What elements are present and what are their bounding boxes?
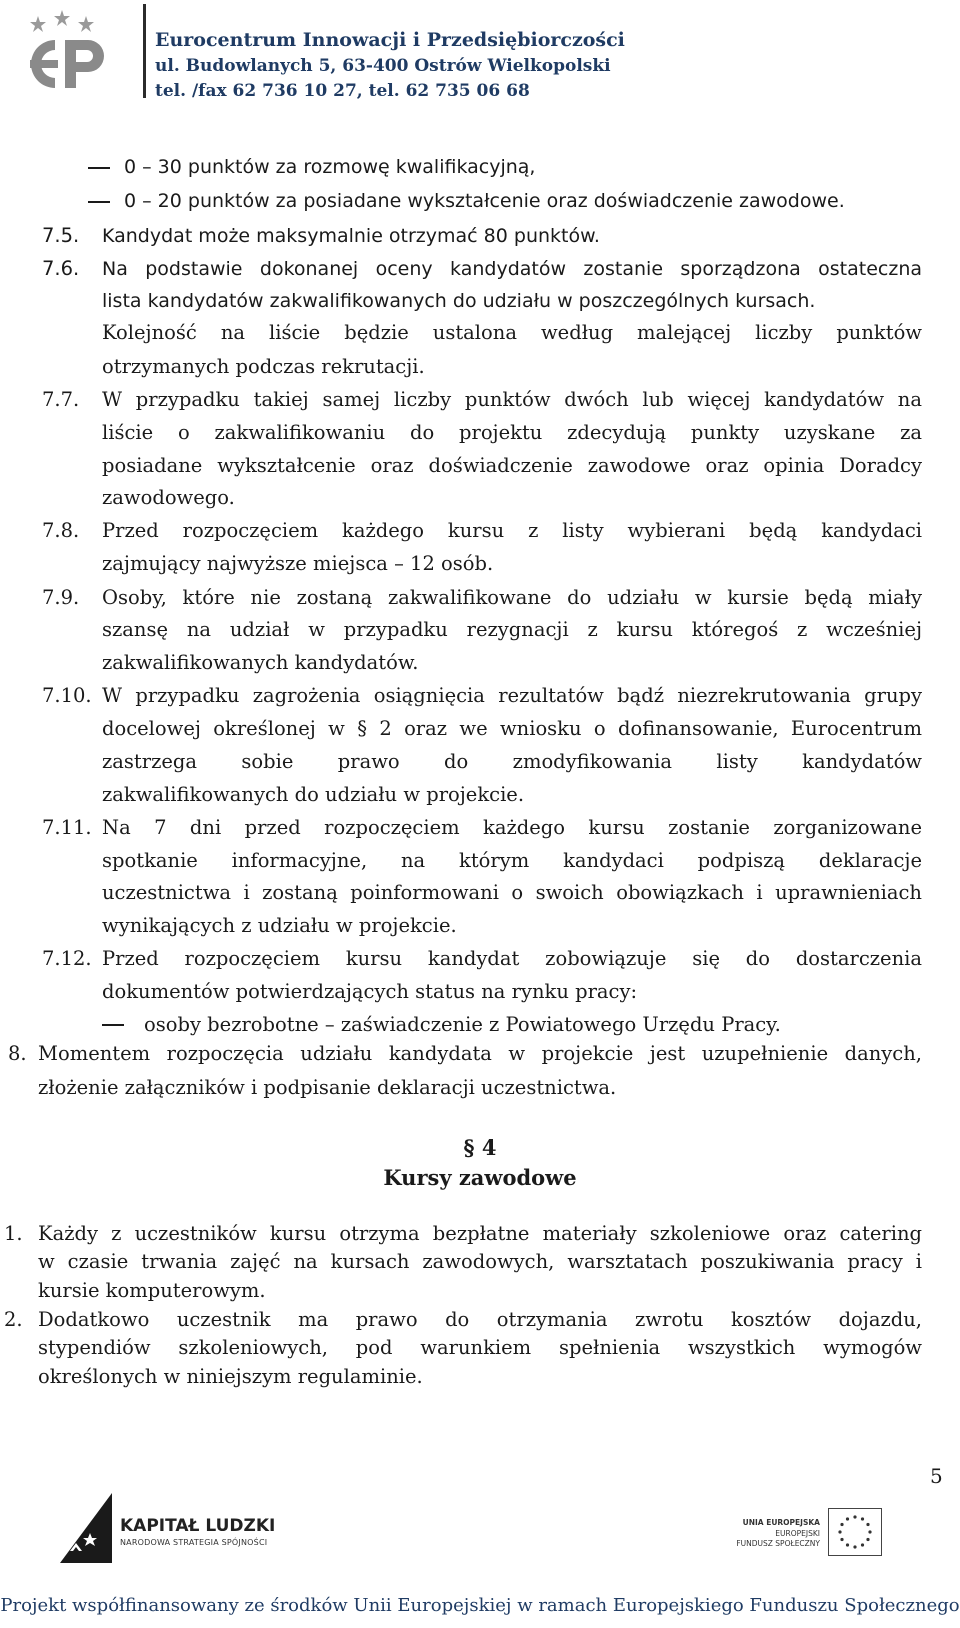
ue-label: EUROPEJSKI	[775, 1529, 820, 1538]
eu-star-icon	[861, 1543, 864, 1546]
eu-star-icon	[866, 1523, 869, 1526]
item-line: zajmujący najwyższe miejsca – 12 osób.	[102, 552, 494, 575]
item-line: określonych w niniejszym regulaminie.	[38, 1365, 423, 1388]
item-line: Dodatkowo uczestnik ma prawo do otrzymania zwrotu kosztów dojazdu,	[38, 1308, 922, 1331]
eu-star-icon	[861, 1517, 864, 1520]
item-line: dokumentów potwierdzających status na rynku pracy:	[102, 980, 638, 1003]
item-number: 2.	[4, 1308, 23, 1331]
item-line: Na 7 dni przed rozpoczęciem każdego kursu zostanie zorganizowane	[102, 816, 922, 839]
bullet-text: osoby bezrobotne – zaświadczenie z Powiatowego Urzędu Pracy.	[144, 1013, 781, 1036]
eu-star-icon	[840, 1523, 843, 1526]
item-line: spotkanie informacyjne, na którym kandydaci podpiszą deklaracje	[102, 849, 922, 872]
page-number: 5	[930, 1464, 943, 1488]
item-line: Osoby, które nie zostaną zakwalifikowane do udziału w kursie będą miały	[102, 586, 922, 609]
item-line: w czasie trwania zajęć na kursach zawodowych, warsztatach poszukiwania pracy i	[38, 1250, 922, 1273]
eu-flag-icon	[828, 1508, 882, 1556]
item-number: 7.8.	[42, 519, 80, 542]
item-number: 8.	[8, 1042, 27, 1065]
item-number: 7.7.	[42, 388, 80, 411]
item-line: wynikających z udziału w projekcie.	[102, 914, 457, 937]
item-line: posiadane wykształcenie oraz doświadczenie zawodowe oraz opinia Doradcy	[102, 454, 922, 477]
item-line: szansę na udział w przypadku rezygnacji z kursu któregoś z wcześniej	[102, 618, 922, 641]
section-symbol: § 4	[463, 1135, 497, 1160]
ue-label: FUNDUSZ SPOŁECZNY	[736, 1539, 820, 1548]
kapital-ludzki-subtitle: NARODOWA STRATEGIA SPÓJNOŚCI	[120, 1538, 268, 1547]
eu-star-icon	[846, 1543, 849, 1546]
header-address: ul. Budowlanych 5, 63-400 Ostrów Wielkopolski	[155, 56, 611, 76]
item-line: stypendiów szkoleniowych, pod warunkiem spełnienia wszystkich wymogów	[38, 1336, 922, 1359]
kapital-ludzki-logo-icon	[60, 1493, 112, 1563]
item-line: W przypadku takiej samej liczby punktów dwóch lub więcej kandydatów na	[102, 388, 922, 411]
item-line: Przed rozpoczęciem kursu kandydat zobowiązuje się do dostarczenia	[102, 947, 922, 970]
eurocentrum-logo	[10, 8, 120, 98]
bullet-dash	[88, 201, 110, 203]
item-number: 7.11.	[42, 816, 92, 839]
item-line: zastrzega sobie prawo do zmodyfikowania listy kandydatów	[102, 750, 922, 773]
item-line: uczestnictwa i zostaną poinformowani o swoich obowiązkach i uprawnieniach	[102, 881, 922, 904]
item-line: liście o zakwalifikowaniu do projektu zdecydują punkty uzyskane za	[102, 421, 922, 444]
item-line: zawodowego.	[102, 486, 235, 509]
item-line: Każdy z uczestników kursu otrzyma bezpłatne materiały szkoleniowe oraz catering	[38, 1222, 922, 1245]
eu-star-icon	[853, 1545, 856, 1548]
eu-star-icon	[840, 1538, 843, 1541]
eu-star-icon	[866, 1538, 869, 1541]
item-number: 7.9.	[42, 586, 80, 609]
eu-star-icon	[846, 1517, 849, 1520]
section-title: Kursy zawodowe	[383, 1165, 577, 1190]
bullet-text: 0 – 20 punktów za posiadane wykształcenie oraz doświadczenie zawodowe.	[124, 190, 845, 212]
kapital-ludzki-title: KAPITAŁ LUDZKI	[120, 1516, 276, 1536]
item-line: otrzymanych podczas rekrutacji.	[102, 355, 425, 378]
item-line: W przypadku zagrożenia osiągnięcia rezultatów bądź niezrekrutowania grupy	[102, 684, 922, 707]
ue-label: UNIA EUROPEJSKA	[742, 1518, 820, 1527]
item-number: 7.5.	[42, 224, 80, 247]
header-org: Eurocentrum Innowacji i Przedsiębiorczości	[155, 29, 625, 51]
item-line: złożenie załączników i podpisanie deklaracji uczestnictwa.	[38, 1076, 617, 1099]
item-line: kursie komputerowym.	[38, 1279, 266, 1302]
item-line: docelowej określonej w § 2 oraz we wniosku o dofinansowanie, Eurocentrum	[102, 717, 922, 740]
header-phone: tel. /fax 62 736 10 27, tel. 62 735 06 68	[155, 81, 530, 101]
eu-star-icon	[838, 1530, 841, 1533]
header-divider	[143, 4, 146, 98]
item-line: lista kandydatów zakwalifikowanych do udziału w poszczególnych kursach.	[102, 290, 816, 312]
item-number: 7.6.	[42, 257, 80, 280]
eu-star-icon	[868, 1530, 871, 1533]
eu-star-icon	[853, 1515, 856, 1518]
item-line: zakwalifikowanych do udziału w projekcie.	[102, 783, 525, 806]
bullet-text: 0 – 30 punktów za rozmowę kwalifikacyjną,	[124, 156, 536, 178]
item-number: 7.12.	[42, 947, 92, 970]
footer-text: Projekt współfinansowany ze środków Unii Europejskiej w ramach Europejskiego Funduszu Społecznego	[0, 1595, 960, 1616]
item-line: Kolejność na liście będzie ustalona według malejącej liczby punktów	[102, 321, 922, 344]
item-number: 1.	[4, 1222, 23, 1245]
item-text: Kandydat może maksymalnie otrzymać 80 punktów.	[102, 225, 600, 247]
item-number: 7.10.	[42, 684, 92, 707]
item-line: Na podstawie dokonanej oceny kandydatów zostanie sporządzona ostateczna	[102, 258, 922, 280]
item-line: zakwalifikowanych kandydatów.	[102, 651, 419, 674]
item-line: Momentem rozpoczęcia udziału kandydata w projekcie jest uzupełnienie danych,	[38, 1042, 922, 1065]
item-line: Przed rozpoczęciem każdego kursu z listy wybierani będą kandydaci	[102, 519, 922, 542]
bullet-dash	[88, 167, 110, 169]
bullet-dash	[102, 1024, 124, 1026]
